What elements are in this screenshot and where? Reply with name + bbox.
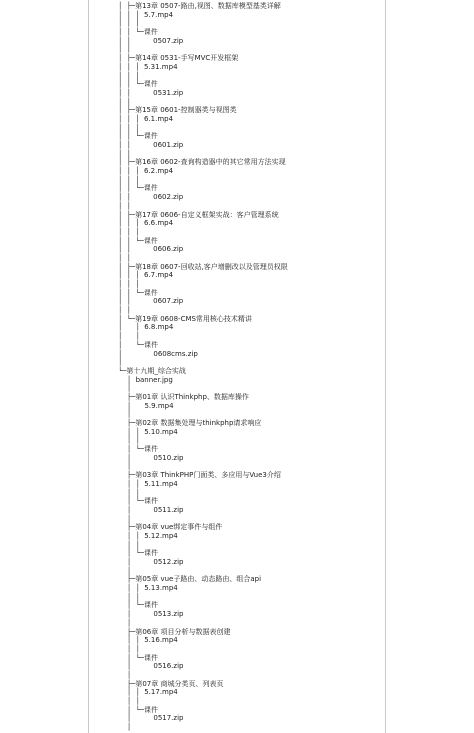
tree-line: │ │ └─课件 bbox=[118, 184, 158, 193]
tree-line: │ ├─第18章 0607-回收站,客户增删改以及管理员权限 bbox=[118, 262, 288, 271]
tree-line: │ │ bbox=[118, 97, 131, 106]
tree-line: │ 5.9.mp4 bbox=[118, 401, 174, 410]
tree-line: │ │ 0607.zip bbox=[118, 297, 184, 306]
tree-line: │ │ │ 5.31.mp4 bbox=[118, 62, 178, 71]
tree-line: │ │ bbox=[118, 306, 131, 315]
tree-line: │ │ 0507.zip bbox=[118, 36, 184, 45]
tree-line: │ │ 5.17.mp4 bbox=[118, 688, 178, 697]
tree-line: │ bbox=[118, 618, 132, 627]
tree-line: │ │ 0606.zip bbox=[118, 245, 184, 254]
tree-line: │ ├─第13章 0507-路由,视图、数据库模型基类详解 bbox=[118, 2, 281, 10]
tree-line: │ │ bbox=[118, 253, 131, 262]
tree-line: ├─第02章 数据集处理与thinkphp请求响应 bbox=[118, 419, 262, 427]
tree-line: │ ├─第16章 0602-查询构造器中的其它常用方法实现 bbox=[118, 158, 286, 167]
tree-line: │ 0512.zip bbox=[118, 558, 184, 566]
tree-line: │ ├─第17章 0606-自定义框架实战：客户管理系统 bbox=[118, 210, 279, 219]
tree-line: ├─第07章 商城分类页、列表页 bbox=[118, 679, 224, 688]
tree-line: │ │ 5.10.mp4 bbox=[118, 427, 178, 436]
tree-line: │ bbox=[118, 384, 132, 393]
tree-line: │ │ 5.13.mp4 bbox=[118, 584, 178, 593]
tree-line: │ └─课件 bbox=[118, 497, 158, 506]
tree-line: │ 0608cms.zip bbox=[118, 349, 198, 358]
tree-line: │ │ │ 6.2.mp4 bbox=[118, 167, 174, 176]
tree-line: │ │ bbox=[118, 540, 140, 549]
tree-line: │ │ 6.8.mp4 bbox=[118, 323, 174, 332]
tree-line: │ │ │ bbox=[118, 71, 140, 80]
tree-line: │ bbox=[118, 670, 132, 679]
tree-line: │ └─课件 bbox=[118, 445, 158, 454]
tree-line: │ │ bbox=[118, 332, 140, 341]
tree-line: │ 0513.zip bbox=[118, 610, 184, 619]
tree-line: │ └─课件 bbox=[118, 601, 158, 610]
tree-line: │ └─课件 bbox=[118, 340, 158, 349]
page-left-border bbox=[88, 0, 89, 733]
tree-line: │ │ bbox=[118, 149, 131, 158]
tree-line: │ 0516.zip bbox=[118, 662, 184, 671]
tree-line: ├─第04章 vue绑定事件与组件 bbox=[118, 523, 223, 532]
tree-line: │ │ │ 6.7.mp4 bbox=[118, 271, 174, 280]
tree-line: │ bbox=[118, 410, 132, 419]
tree-line: │ │ │ bbox=[118, 175, 140, 184]
tree-line: │ │ 5.16.mp4 bbox=[118, 636, 178, 645]
tree-line: │ │ │ bbox=[118, 280, 140, 288]
tree-line: │ │ │ 5.7.mp4 bbox=[118, 10, 174, 19]
tree-line: │ 0511.zip bbox=[118, 505, 184, 514]
tree-line: │ └─课件 bbox=[118, 549, 158, 558]
tree-line: │ └─第19章 0608-CMS常用核心技术精讲 bbox=[118, 314, 252, 323]
tree-line: │ │ │ 6.1.mp4 bbox=[118, 114, 174, 123]
tree-line: │ │ bbox=[118, 436, 140, 445]
tree-line: │ │ bbox=[118, 201, 131, 210]
directory-tree bbox=[118, 2, 288, 732]
tree-line: │ │ └─课件 bbox=[118, 132, 158, 141]
tree-line: │ │ └─课件 bbox=[118, 236, 158, 245]
tree-line: └─第十九期_综合实战 bbox=[118, 366, 186, 375]
tree-line: │ │ │ 6.6.mp4 bbox=[118, 219, 174, 228]
tree-line: ├─第01章 认识Thinkphp、数据库操作 bbox=[118, 392, 249, 401]
tree-line: │ │ bbox=[118, 644, 140, 653]
page-right-border bbox=[385, 0, 386, 733]
tree-line: │ │ 0531.zip bbox=[118, 88, 184, 97]
tree-line: │ │ └─课件 bbox=[118, 80, 158, 89]
tree-line: │ │ 0602.zip bbox=[118, 193, 184, 202]
tree-line: │ │ 5.11.mp4 bbox=[118, 479, 178, 488]
tree-line: │ bbox=[118, 462, 132, 471]
tree-line: │ │ │ bbox=[118, 123, 140, 132]
tree-line: │ 0510.zip bbox=[118, 453, 184, 462]
tree-line: ├─第03章 ThinkPHP门面类、多应用与Vue3介绍 bbox=[118, 471, 281, 480]
tree-line: │ │ └─课件 bbox=[118, 28, 158, 37]
tree-line: │ bbox=[118, 566, 132, 575]
tree-line: │ ├─第14章 0531-手写MVC开发框架 bbox=[118, 54, 239, 63]
tree-line: ├─第06章 项目分析与数据表创建 bbox=[118, 627, 231, 636]
tree-line: │ │ bbox=[118, 488, 140, 497]
tree-line: │ │ bbox=[118, 45, 131, 54]
tree-line: │ bbox=[118, 514, 132, 523]
tree-line: │ bbox=[118, 358, 123, 367]
tree-line: │ │ 5.12.mp4 bbox=[118, 531, 178, 540]
tree-line: │ banner.jpg bbox=[118, 375, 173, 384]
tree-line: │ ├─第15章 0601-控制器类与视图类 bbox=[118, 106, 237, 115]
tree-line: │ bbox=[118, 723, 132, 732]
tree-line: │ │ │ bbox=[118, 227, 140, 236]
tree-line: │ └─课件 bbox=[118, 653, 158, 662]
tree-line: │ │ bbox=[118, 592, 140, 601]
tree-line: │ │ bbox=[118, 697, 140, 705]
tree-line: │ │ └─课件 bbox=[118, 288, 158, 297]
tree-line: │ │ │ bbox=[118, 19, 140, 28]
tree-line: │ 0517.zip bbox=[118, 714, 184, 723]
tree-line: │ │ 0601.zip bbox=[118, 141, 184, 149]
tree-line: ├─第05章 vue子路由、动态路由、组合api bbox=[118, 575, 262, 584]
tree-line: │ └─课件 bbox=[118, 705, 158, 714]
